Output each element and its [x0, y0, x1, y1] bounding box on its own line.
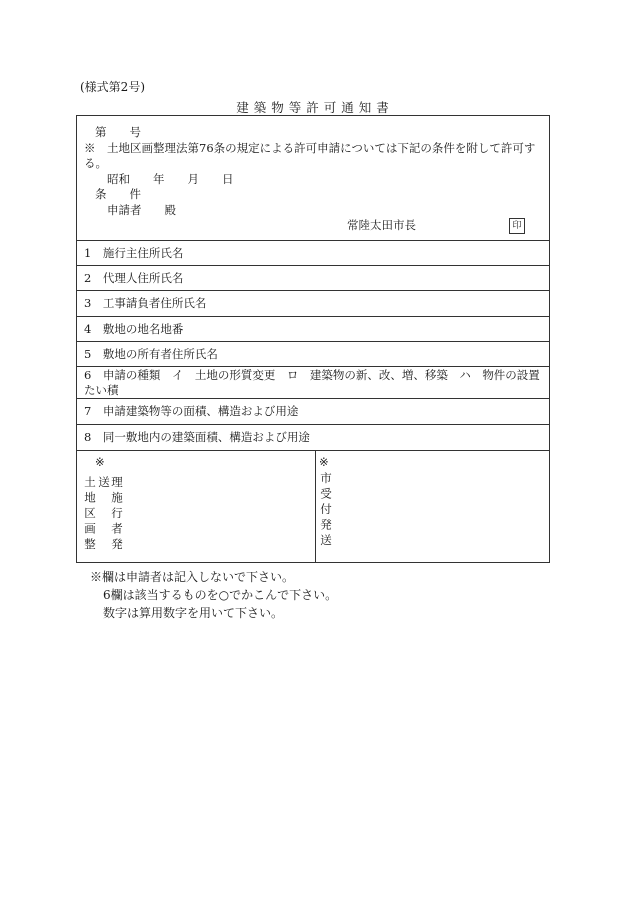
row-contractor-address: 3 工事請負者住所氏名	[84, 296, 207, 310]
condition-label: 条 件	[95, 187, 141, 201]
divider	[77, 240, 549, 241]
row-application-type-cont: たい積	[84, 383, 119, 397]
left-vertical-label-2: 理施行者発送	[97, 476, 124, 554]
right-vertical-label: 市受付発送	[319, 472, 333, 550]
row-agent-address: 2 代理人住所氏名	[84, 271, 184, 285]
applicant-line: 申請者 殿	[107, 203, 176, 217]
divider	[77, 265, 549, 266]
left-mark: ※	[95, 455, 105, 469]
row-applicant-address: 1 施行主住所氏名	[84, 246, 184, 260]
seal-mark: 印	[509, 218, 525, 234]
column-divider	[315, 450, 316, 562]
divider	[77, 424, 549, 425]
row-application-type: 6 申請の種類 イ 土地の形質変更 ロ 建築物の新、改、増、移築 ハ 物件の設置	[84, 368, 540, 382]
row-building-area: 7 申請建築物等の面積、構造および用途	[84, 404, 299, 418]
divider	[77, 316, 549, 317]
right-mark: ※	[319, 455, 329, 469]
statement-line-1: ※ 土地区画整理法第76条の規定による許可申請については下記の条件を附して許可す	[84, 141, 536, 155]
left-vertical-label-1: 土地区画整	[83, 476, 97, 554]
form-table	[76, 115, 550, 563]
document-title: 建築物等許可通知書	[236, 100, 394, 115]
row-site-lot: 4 敷地の地名地番	[84, 322, 184, 336]
divider	[77, 341, 549, 342]
divider	[77, 290, 549, 291]
number-label: 第 号	[95, 125, 141, 139]
issuer-name: 常陸太田市長	[347, 218, 416, 232]
row-site-owner: 5 敷地の所有者住所氏名	[84, 347, 218, 361]
divider	[77, 450, 549, 451]
divider	[77, 398, 549, 399]
divider	[77, 366, 549, 367]
note-1: ※欄は申請者は記入しないで下さい。	[90, 570, 295, 584]
note-2: 6欄は該当するものを○でかこんで下さい。	[103, 588, 338, 602]
form-number: (様式第2号)	[80, 80, 145, 94]
row-same-site-area: 8 同一敷地内の建築面積、構造および用途	[84, 430, 310, 444]
note-3: 数字は算用数字を用いて下さい。	[103, 606, 284, 620]
statement-line-2: る。	[84, 156, 107, 170]
date-line: 昭和 年 月 日	[107, 172, 234, 186]
